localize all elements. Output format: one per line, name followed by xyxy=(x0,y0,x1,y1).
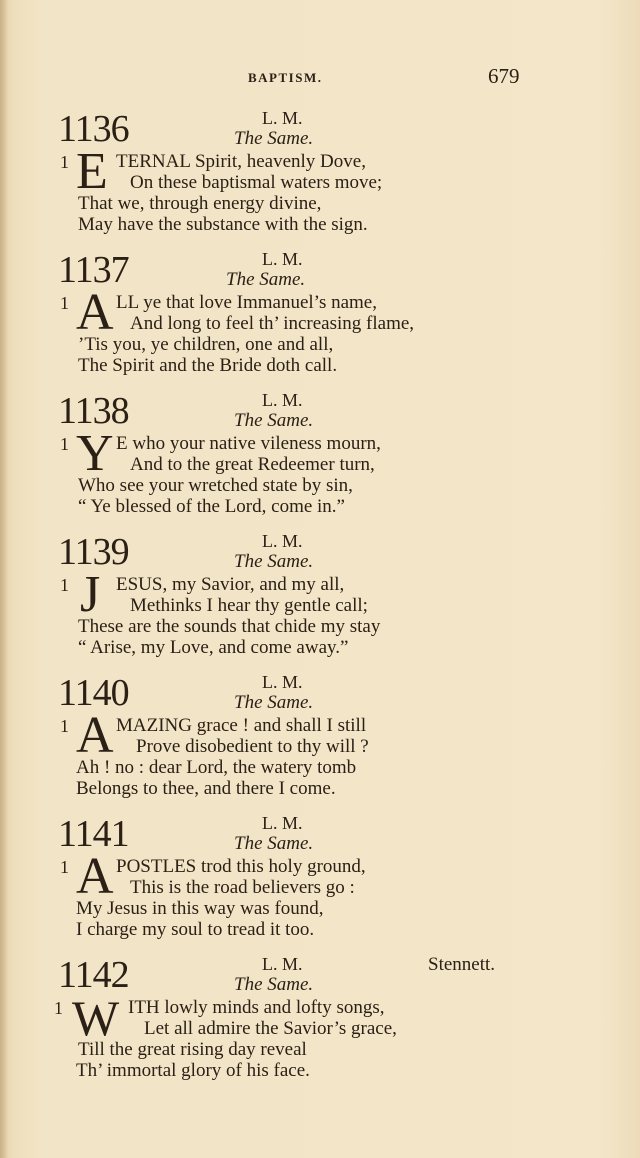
hymn-number: 1138 xyxy=(58,390,129,432)
hymn-line: Prove disobedient to thy will ? xyxy=(136,736,369,757)
hymn-line: E who your native vileness mourn, xyxy=(116,433,381,454)
hymn-tune: The Same. xyxy=(234,974,314,995)
running-title: BAPTISM. xyxy=(248,70,323,85)
hymn-line: Th’ immortal glory of his face. xyxy=(76,1060,310,1081)
hymn-line: These are the sounds that chide my stay xyxy=(78,616,381,637)
hymn-number: 1141 xyxy=(58,813,129,855)
hymn-line: Till the great rising day reveal xyxy=(78,1039,307,1060)
hymn-meter: L. M. xyxy=(262,672,303,692)
hymn-line: LL ye that love Immanuel’s name, xyxy=(116,292,377,313)
hymn-block xyxy=(0,251,640,387)
drop-cap: A xyxy=(76,848,114,905)
hymn-line: MAZING grace ! and shall I still xyxy=(116,715,367,736)
hymn-line: This is the road believers go : xyxy=(130,877,355,898)
hymn-line: POSTLES trod this holy ground, xyxy=(116,856,366,877)
verse-number: 1 xyxy=(60,575,69,595)
drop-cap: W xyxy=(72,990,120,1046)
hymn-tune: The Same. xyxy=(234,833,314,854)
hymn-block xyxy=(0,533,640,669)
hymn-line: And to the great Redeemer turn, xyxy=(130,454,375,475)
hymn-line: My Jesus in this way was found, xyxy=(76,898,324,919)
page-number: 679 xyxy=(488,64,520,88)
drop-cap: Y xyxy=(76,425,114,482)
hymn-number: 1142 xyxy=(58,954,129,996)
hymn-line: ITH lowly minds and lofty songs, xyxy=(128,997,385,1018)
hymn-line: “ Arise, my Love, and come away.” xyxy=(78,637,349,658)
hymn-line: TERNAL Spirit, heavenly Dove, xyxy=(116,151,366,172)
hymn-line: On these baptismal waters move; xyxy=(130,172,383,193)
hymn-number: 1139 xyxy=(58,531,129,573)
hymn-line: May have the substance with the sign. xyxy=(78,214,368,235)
hymn-line: That we, through energy divine, xyxy=(78,193,322,214)
hymn-block xyxy=(0,392,640,528)
hymn-meter: L. M. xyxy=(262,813,303,833)
hymn-line: Methinks I hear thy gentle call; xyxy=(130,595,368,616)
verse-number: 1 xyxy=(60,293,69,313)
hymn-block xyxy=(0,956,640,1092)
hymn-meter: L. M. xyxy=(262,249,303,269)
hymn-tune: The Same. xyxy=(226,269,306,290)
hymn-line: ’Tis you, ye children, one and all, xyxy=(78,334,334,355)
verse-number: 1 xyxy=(60,152,69,172)
hymn-tune: The Same. xyxy=(234,410,314,431)
verse-number: 1 xyxy=(60,716,69,736)
hymn-line: Let all admire the Savior’s grace, xyxy=(144,1018,397,1039)
hymn-line: Who see your wretched state by sin, xyxy=(78,475,353,496)
hymn-block xyxy=(0,815,640,951)
verse-number: 1 xyxy=(60,857,69,877)
hymn-number: 1140 xyxy=(58,672,129,714)
hymn-tune: The Same. xyxy=(234,128,314,149)
drop-cap: J xyxy=(80,566,101,623)
verse-number: 1 xyxy=(60,434,69,454)
hymn-tune: The Same. xyxy=(234,692,314,713)
hymn-tune: The Same. xyxy=(234,551,314,572)
hymn-meter: L. M. xyxy=(262,954,303,974)
hymn-meter: L. M. xyxy=(262,108,303,128)
hymn-author: Stennett. xyxy=(428,954,496,975)
hymn-line: Belongs to thee, and there I come. xyxy=(76,778,336,799)
drop-cap: A xyxy=(76,707,114,764)
hymn-meter: L. M. xyxy=(262,531,303,551)
hymn-line: Ah ! no : dear Lord, the watery tomb xyxy=(76,757,357,778)
hymn-line: I charge my soul to tread it too. xyxy=(76,919,315,940)
hymn-block xyxy=(0,110,640,246)
hymn-number: 1136 xyxy=(58,108,129,150)
hymn-meter: L. M. xyxy=(262,390,303,410)
hymn-block xyxy=(0,674,640,810)
hymn-line: ESUS, my Savior, and my all, xyxy=(116,574,345,595)
hymn-line: And long to feel th’ increasing flame, xyxy=(130,313,415,334)
hymn-number: 1137 xyxy=(58,249,129,291)
hymn-line: “ Ye blessed of the Lord, come in.” xyxy=(78,496,345,517)
drop-cap: A xyxy=(76,284,114,341)
hymn-line: The Spirit and the Bride doth call. xyxy=(78,355,338,376)
drop-cap: E xyxy=(76,143,108,200)
verse-number: 1 xyxy=(54,998,63,1018)
